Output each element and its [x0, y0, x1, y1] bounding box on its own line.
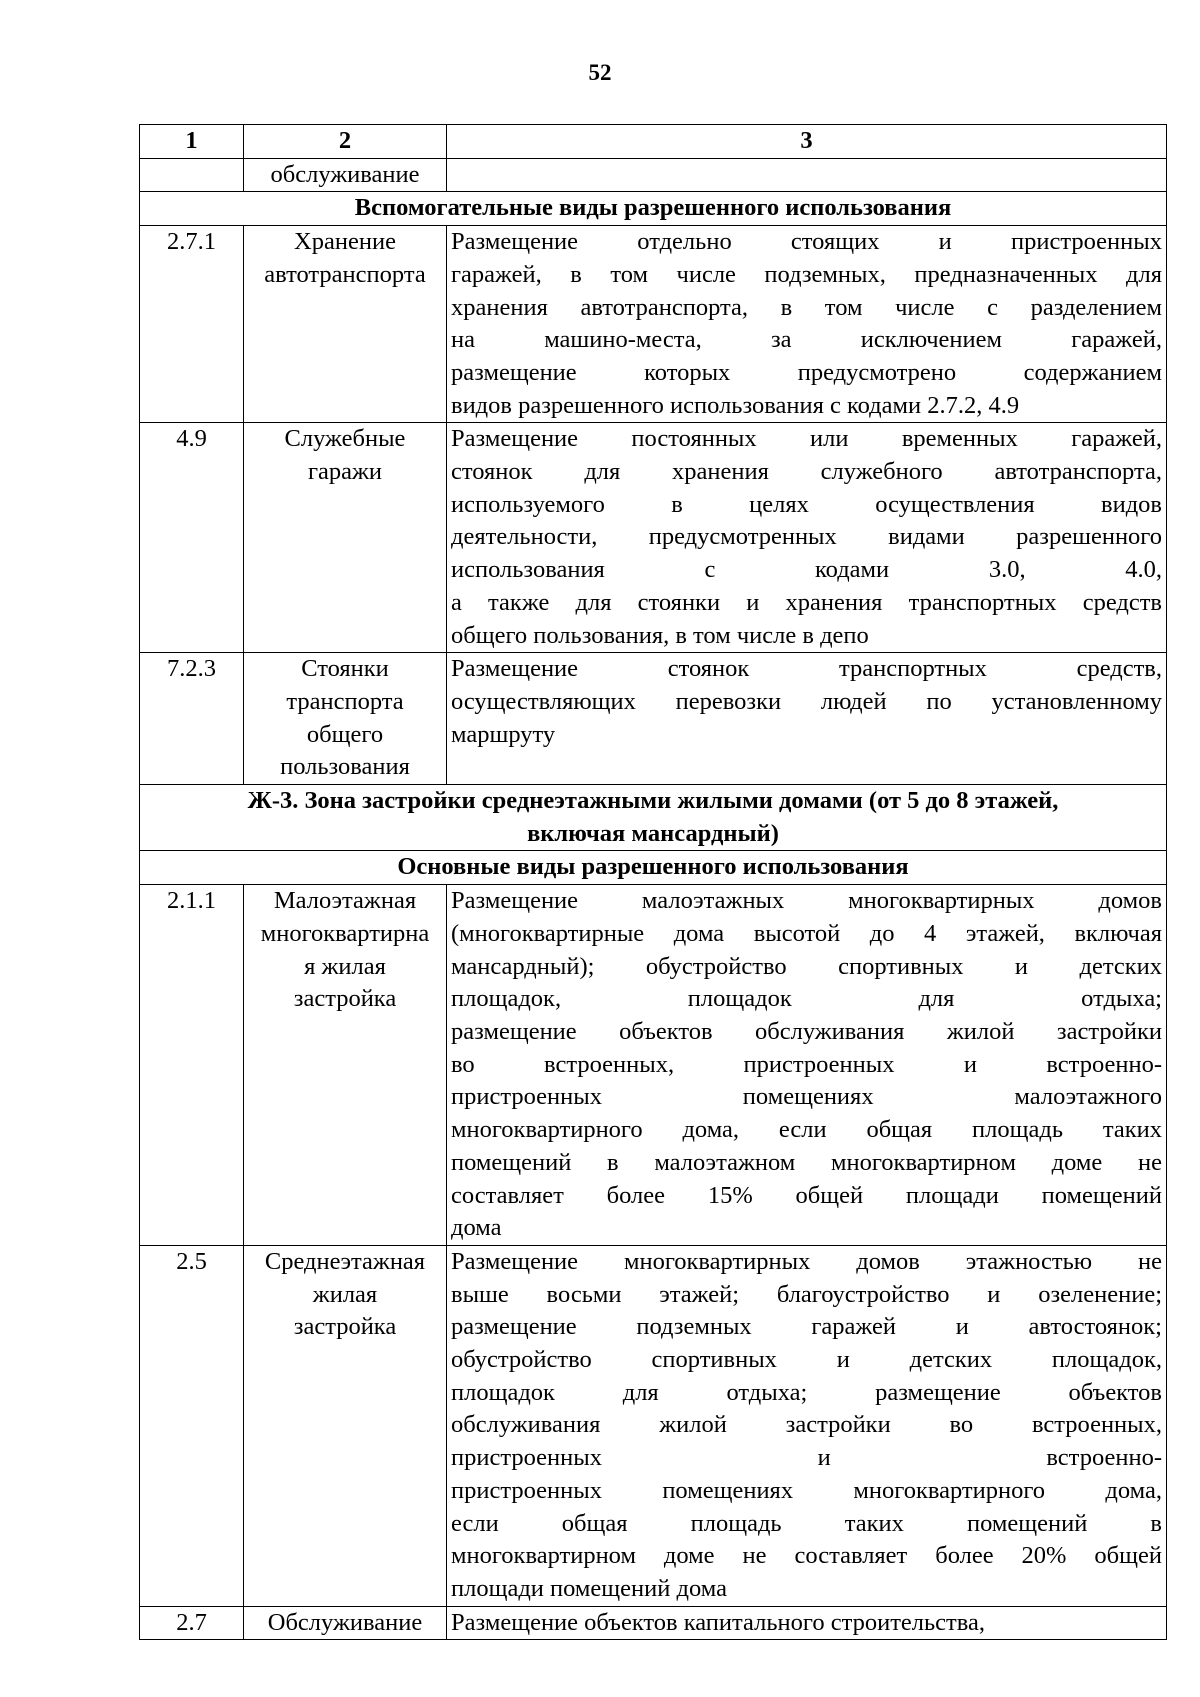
- description-line: Размещение многоквартирных домов этажностью не: [451, 1247, 1162, 1275]
- description-line: а также для стоянки и хранения транспортных средств: [451, 588, 1162, 616]
- description-line: Размещение объектов капитального строительства,: [451, 1608, 985, 1636]
- row-code: 4.9: [140, 423, 244, 653]
- row-description: [447, 653, 1167, 785]
- row-description: [447, 423, 1167, 653]
- description-line: стоянок для хранения служебного автотранспорта,: [451, 458, 1162, 486]
- description-line: дома: [451, 1214, 502, 1242]
- header-col-3: 3: [447, 125, 1167, 159]
- row-name: [244, 1606, 447, 1640]
- table-row: [140, 226, 1167, 423]
- row-description: [447, 226, 1167, 423]
- description-line: хранения автотранспорта, в том числе с разделением: [451, 293, 1162, 321]
- description-line: помещений в малоэтажном многоквартирном доме не: [451, 1148, 1162, 1176]
- land-use-table: [139, 124, 1167, 1640]
- row-name: [244, 1245, 447, 1606]
- description-line: пристроенных помещениях многоквартирного дома,: [451, 1476, 1162, 1504]
- description-line: пристроенных и встроенно-: [451, 1444, 1162, 1472]
- description-line: гаражей, в том числе подземных, предназначенных для: [451, 260, 1162, 288]
- description-line: пристроенных помещениях малоэтажного: [451, 1083, 1162, 1111]
- continuation-row: [140, 158, 1167, 192]
- description-line: площадок, площадок для отдыха;: [451, 985, 1162, 1013]
- name-line: Малоэтажная: [273, 887, 417, 915]
- table-row: [140, 423, 1167, 653]
- description-line: площади помещений дома: [451, 1574, 727, 1602]
- row-code: 7.2.3: [140, 653, 244, 785]
- description-line: Размещение отдельно стоящих и пристроенных: [451, 228, 1162, 256]
- row-name: [244, 226, 447, 423]
- table-row: [140, 1245, 1167, 1606]
- table-row: [140, 1606, 1167, 1640]
- description-line: Размещение стоянок транспортных средств,: [451, 655, 1162, 683]
- header-col-2: 2: [244, 125, 447, 159]
- description-line: мансардный); обустройство спортивных и детских: [451, 952, 1162, 980]
- description-line: обслуживания жилой застройки во встроенных,: [451, 1411, 1162, 1439]
- row-code: 2.1.1: [140, 885, 244, 1246]
- description-line: обустройство спортивных и детских площадок,: [451, 1346, 1162, 1374]
- description-line: Размещение малоэтажных многоквартирных домов: [451, 887, 1162, 915]
- main-section-title: Основные виды разрешенного использования: [140, 851, 1167, 885]
- description-line: размещение объектов обслуживания жилой застройки: [451, 1017, 1162, 1045]
- table-row: [140, 885, 1167, 1246]
- row-name: [244, 653, 447, 785]
- auxiliary-section-title: Вспомогательные виды разрешенного использования: [140, 192, 1167, 226]
- description-line: многоквартирном доме не составляет более 20% общей: [451, 1542, 1162, 1570]
- description-line: маршруту: [451, 720, 556, 748]
- zone-title-line-2: включая мансардный): [527, 819, 779, 847]
- description-line: многоквартирного дома, если общая площадь таких: [451, 1116, 1162, 1144]
- table-header-row: [140, 125, 1167, 159]
- name-line: транспорта: [286, 687, 404, 715]
- description-line: размещение которых предусмотрено содержанием: [451, 358, 1162, 386]
- row-description: [447, 1245, 1167, 1606]
- name-line: многоквартирна: [260, 919, 430, 947]
- description-line: на машино-места, за исключением гаражей,: [451, 326, 1162, 354]
- name-line: я жилая: [304, 952, 386, 980]
- row-description: [447, 1606, 1167, 1640]
- section-row: [140, 192, 1167, 226]
- row-name: [244, 423, 447, 653]
- description-line: составляет более 15% общей площади помещений: [451, 1181, 1162, 1209]
- name-line: общего: [306, 720, 384, 748]
- description-line: (многоквартирные дома высотой до 4 этажей, включая: [451, 919, 1162, 947]
- name-line: Среднеэтажная: [264, 1247, 426, 1275]
- description-line: используемого в целях осуществления видов: [451, 490, 1162, 518]
- zone-section-title: [140, 785, 1167, 851]
- name-line: застройка: [293, 985, 397, 1013]
- zone-section-row: [140, 785, 1167, 851]
- header-col-1: 1: [140, 125, 244, 159]
- page-number: 52: [588, 60, 612, 85]
- description-line: деятельности, предусмотренных видами разрешенного: [451, 523, 1162, 551]
- name-line: Обслуживание: [267, 1608, 423, 1636]
- description-line: площадок для отдыха; размещение объектов: [451, 1378, 1162, 1406]
- description-line: осуществляющих перевозки людей по установленному: [451, 687, 1162, 715]
- description-line: видов разрешенного использования с кодами 2.7.2, 4.9: [451, 391, 1020, 419]
- description-line: общего пользования, в том числе в депо: [451, 621, 869, 649]
- name-line: пользования: [280, 753, 410, 781]
- description-line: Размещение постоянных или временных гаражей,: [451, 425, 1162, 453]
- section-row: [140, 851, 1167, 885]
- name-line: жилая: [312, 1280, 378, 1308]
- description-line: во встроенных, пристроенных и встроенно-: [451, 1050, 1162, 1078]
- description-line: использования с кодами 3.0, 4.0,: [451, 556, 1162, 584]
- row-name: [244, 885, 447, 1246]
- row-code: 2.5: [140, 1245, 244, 1606]
- name-line: Стоянки: [301, 655, 389, 683]
- table-row: [140, 653, 1167, 785]
- description-line: размещение подземных гаражей и автостоянок;: [451, 1313, 1162, 1341]
- continuation-name: обслуживание: [244, 158, 447, 192]
- name-line: гаражи: [307, 458, 383, 486]
- zone-title-line-1: Ж-3. Зона застройки среднеэтажными жилыми домами (от 5 до 8 этажей,: [247, 787, 1059, 815]
- row-description: [447, 885, 1167, 1246]
- description-line: если общая площадь таких помещений в: [451, 1509, 1162, 1537]
- row-code: 2.7.1: [140, 226, 244, 423]
- name-line: Служебные: [284, 425, 406, 453]
- name-line: автотранспорта: [264, 260, 426, 288]
- row-code: 2.7: [140, 1606, 244, 1640]
- description-line: выше восьми этажей; благоустройство и озеленение;: [451, 1280, 1162, 1308]
- name-line: Хранение: [294, 228, 396, 256]
- name-line: застройка: [293, 1313, 397, 1341]
